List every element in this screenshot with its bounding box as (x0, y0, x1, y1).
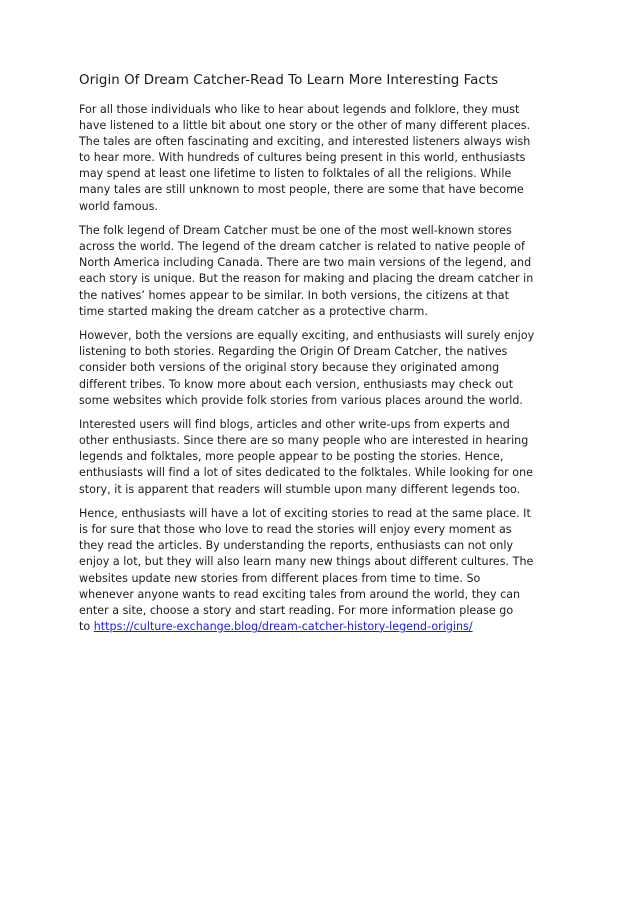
paragraph-closing (79, 506, 569, 635)
paragraph-folk-legend: The folk legend of Dream Catcher must be one of the most well-known stores across the world. The legend of the dream catcher is related to native people of North America including Canada. There are two main versions of the legend, and each story is unique. But the reason for making and placing the dream catcher in the natives’ homes appear to be similar. In both versions, the citizens at that time started making the dream catcher as a protective charm. (79, 224, 534, 318)
document-page (79, 70, 569, 643)
paragraph-versions: However, both the versions are equally exciting, and enthusiasts will surely enjoy listening to both stories. Regarding the Origin Of Dream Catcher, the natives consider both versions of the original story because they originated among different tribes. To know more about each version, enthusiasts may check out some websites which provide folk stories from various places around the world. (79, 329, 535, 407)
reference-link[interactable]: https://culture-exchange.blog/dream-catcher-history-legend-origins/ (93, 619, 473, 633)
document-title: Origin Of Dream Catcher-Read To Learn More Interesting Facts (79, 73, 499, 88)
paragraph-intro: For all those individuals who like to hear about legends and folklore, they must have listened to a little bit about one story or the other of many different places. The tales are often fascinating and exciting, and interested listeners always wish to hear more. With hundreds of cultures being present in this world, enthusiasts may spend at least one lifetime to listen to folktales of all the religions. While many tales are still unknown to most people, there are some that have become world famous. (79, 103, 531, 213)
closing-text: Hence, enthusiasts will have a lot of exciting stories to read at the same place. It is for sure that those who love to read the stories will enjoy every moment as they read the articles. By understanding the reports, enthusiasts can not only enjoy a lot, but they will also learn many new things about different cultures. The websites update new stories from different places from time to time. So whenever anyone wants to read exciting tales from around the world, they can enter a site, choose a story and start reading. For more information please go to (79, 507, 534, 633)
paragraph-interested-users: Interested users will find blogs, articles and other write-ups from experts and other enthusiasts. Since there are so many people who are interested in hearing legends and folktales, more people appear to be posting the stories. Hence, enthusiasts will find a lot of sites dedicated to the folktales. While looking for one story, it is apparent that readers will stumble upon many different legends too. (79, 418, 533, 496)
